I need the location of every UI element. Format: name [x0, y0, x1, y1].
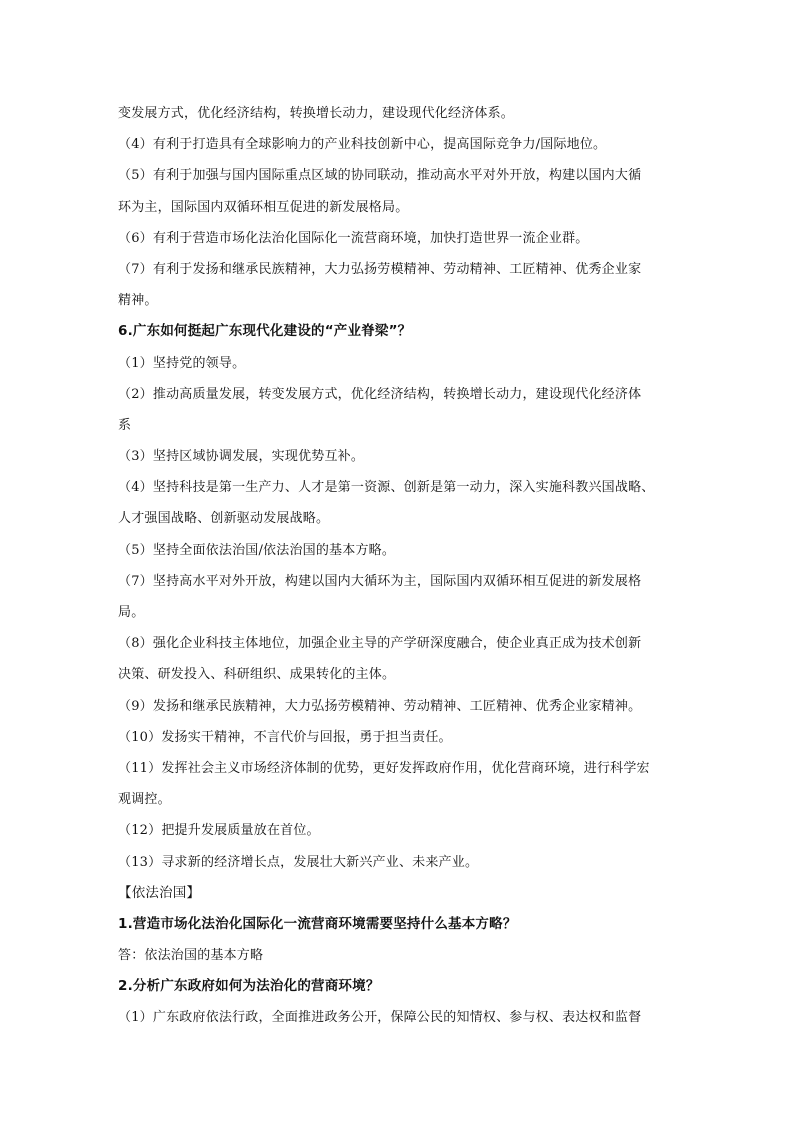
text-line: （2）推动高质量发展，转变发展方式，优化经济结构，转换增长动力，建设现代化经济体 — [118, 386, 642, 402]
text-line: 变发展方式，优化经济结构，转换增长动力，建设现代化经济体系。 — [118, 106, 515, 121]
text-line: 系 — [118, 417, 132, 433]
text-line: （6）有利于营造市场化法治化国际化一流营商环境，加快打造世界一流企业群。 — [118, 230, 589, 246]
text-line: （11）发挥社会主义市场经济体制的优势，更好发挥政府作用，优化营商环境，进行科学宏 — [118, 760, 650, 776]
text-line: 观调控。 — [118, 792, 171, 808]
question-heading: 1.营造市场化法治化国际化一流营商环境需要坚持什么基本方略？ — [118, 915, 517, 932]
text-line: （7）坚持高水平对外开放，构建以国内大循环为主，国际国内双循环相互促进的新发展格 — [118, 573, 642, 589]
text-line: （1）坚持党的领导。 — [118, 355, 246, 371]
text-line: 精神。 — [118, 293, 158, 309]
question-heading: 2.分析广东政府如何为法治化的营商环境？ — [118, 978, 380, 995]
text-line: （7）有利于发扬和继承民族精神，大力弘扬劳模精神、劳动精神、工匠精神、优秀企业家 — [118, 261, 642, 277]
text-line: （1）广东政府依法行政，全面推进政务公开，保障公民的知情权、参与权、表达权和监督 — [118, 1010, 642, 1026]
text-line: （3）坚持区域协调发展，实现优势互补。 — [118, 449, 365, 465]
document-body — [118, 98, 683, 1034]
section-title: 【依法治国】 — [118, 884, 201, 901]
text-line: 人才强国战略、创新驱动发展战略。 — [118, 511, 330, 527]
text-line: （12）把提升发展质量放在首位。 — [118, 823, 320, 839]
text-line: （8）强化企业科技主体地位，加强企业主导的产学研深度融合，使企业真正成为技术创新 — [118, 636, 642, 652]
text-line: 决策、研发投入、科研组织、成果转化的主体。 — [118, 667, 396, 683]
question-heading: 6.广东如何挺起广东现代化建设的“产业脊梁”？ — [118, 323, 412, 340]
text-line: （4）坚持科技是第一生产力、人才是第一资源、创新是第一动力，深入实施科教兴国战略、 — [118, 480, 655, 496]
text-line: 答：依法治国的基本方略 — [118, 948, 264, 964]
text-line: （5）坚持全面依法治国/依法治国的基本方略。 — [118, 542, 396, 558]
text-line: （10）发扬实干精神，不言代价与回报，勇于担当责任。 — [118, 729, 452, 745]
text-line: （5）有利于加强与国内国际重点区域的协同联动，推动高水平对外开放，构建以国内大循 — [118, 168, 642, 184]
text-line: （4）有利于打造具有全球影响力的产业科技创新中心，提高国际竞争力/国际地位。 — [118, 137, 607, 153]
text-line: （9）发扬和继承民族精神，大力弘扬劳模精神、劳动精神、工匠精神、优秀企业家精神。 — [118, 698, 642, 714]
text-line: 环为主，国际国内双循环相互促进的新发展格局。 — [118, 199, 409, 215]
text-line: 局。 — [118, 605, 145, 620]
text-line: （13）寻求新的经济增长点，发展壮大新兴产业、未来产业。 — [118, 854, 479, 870]
